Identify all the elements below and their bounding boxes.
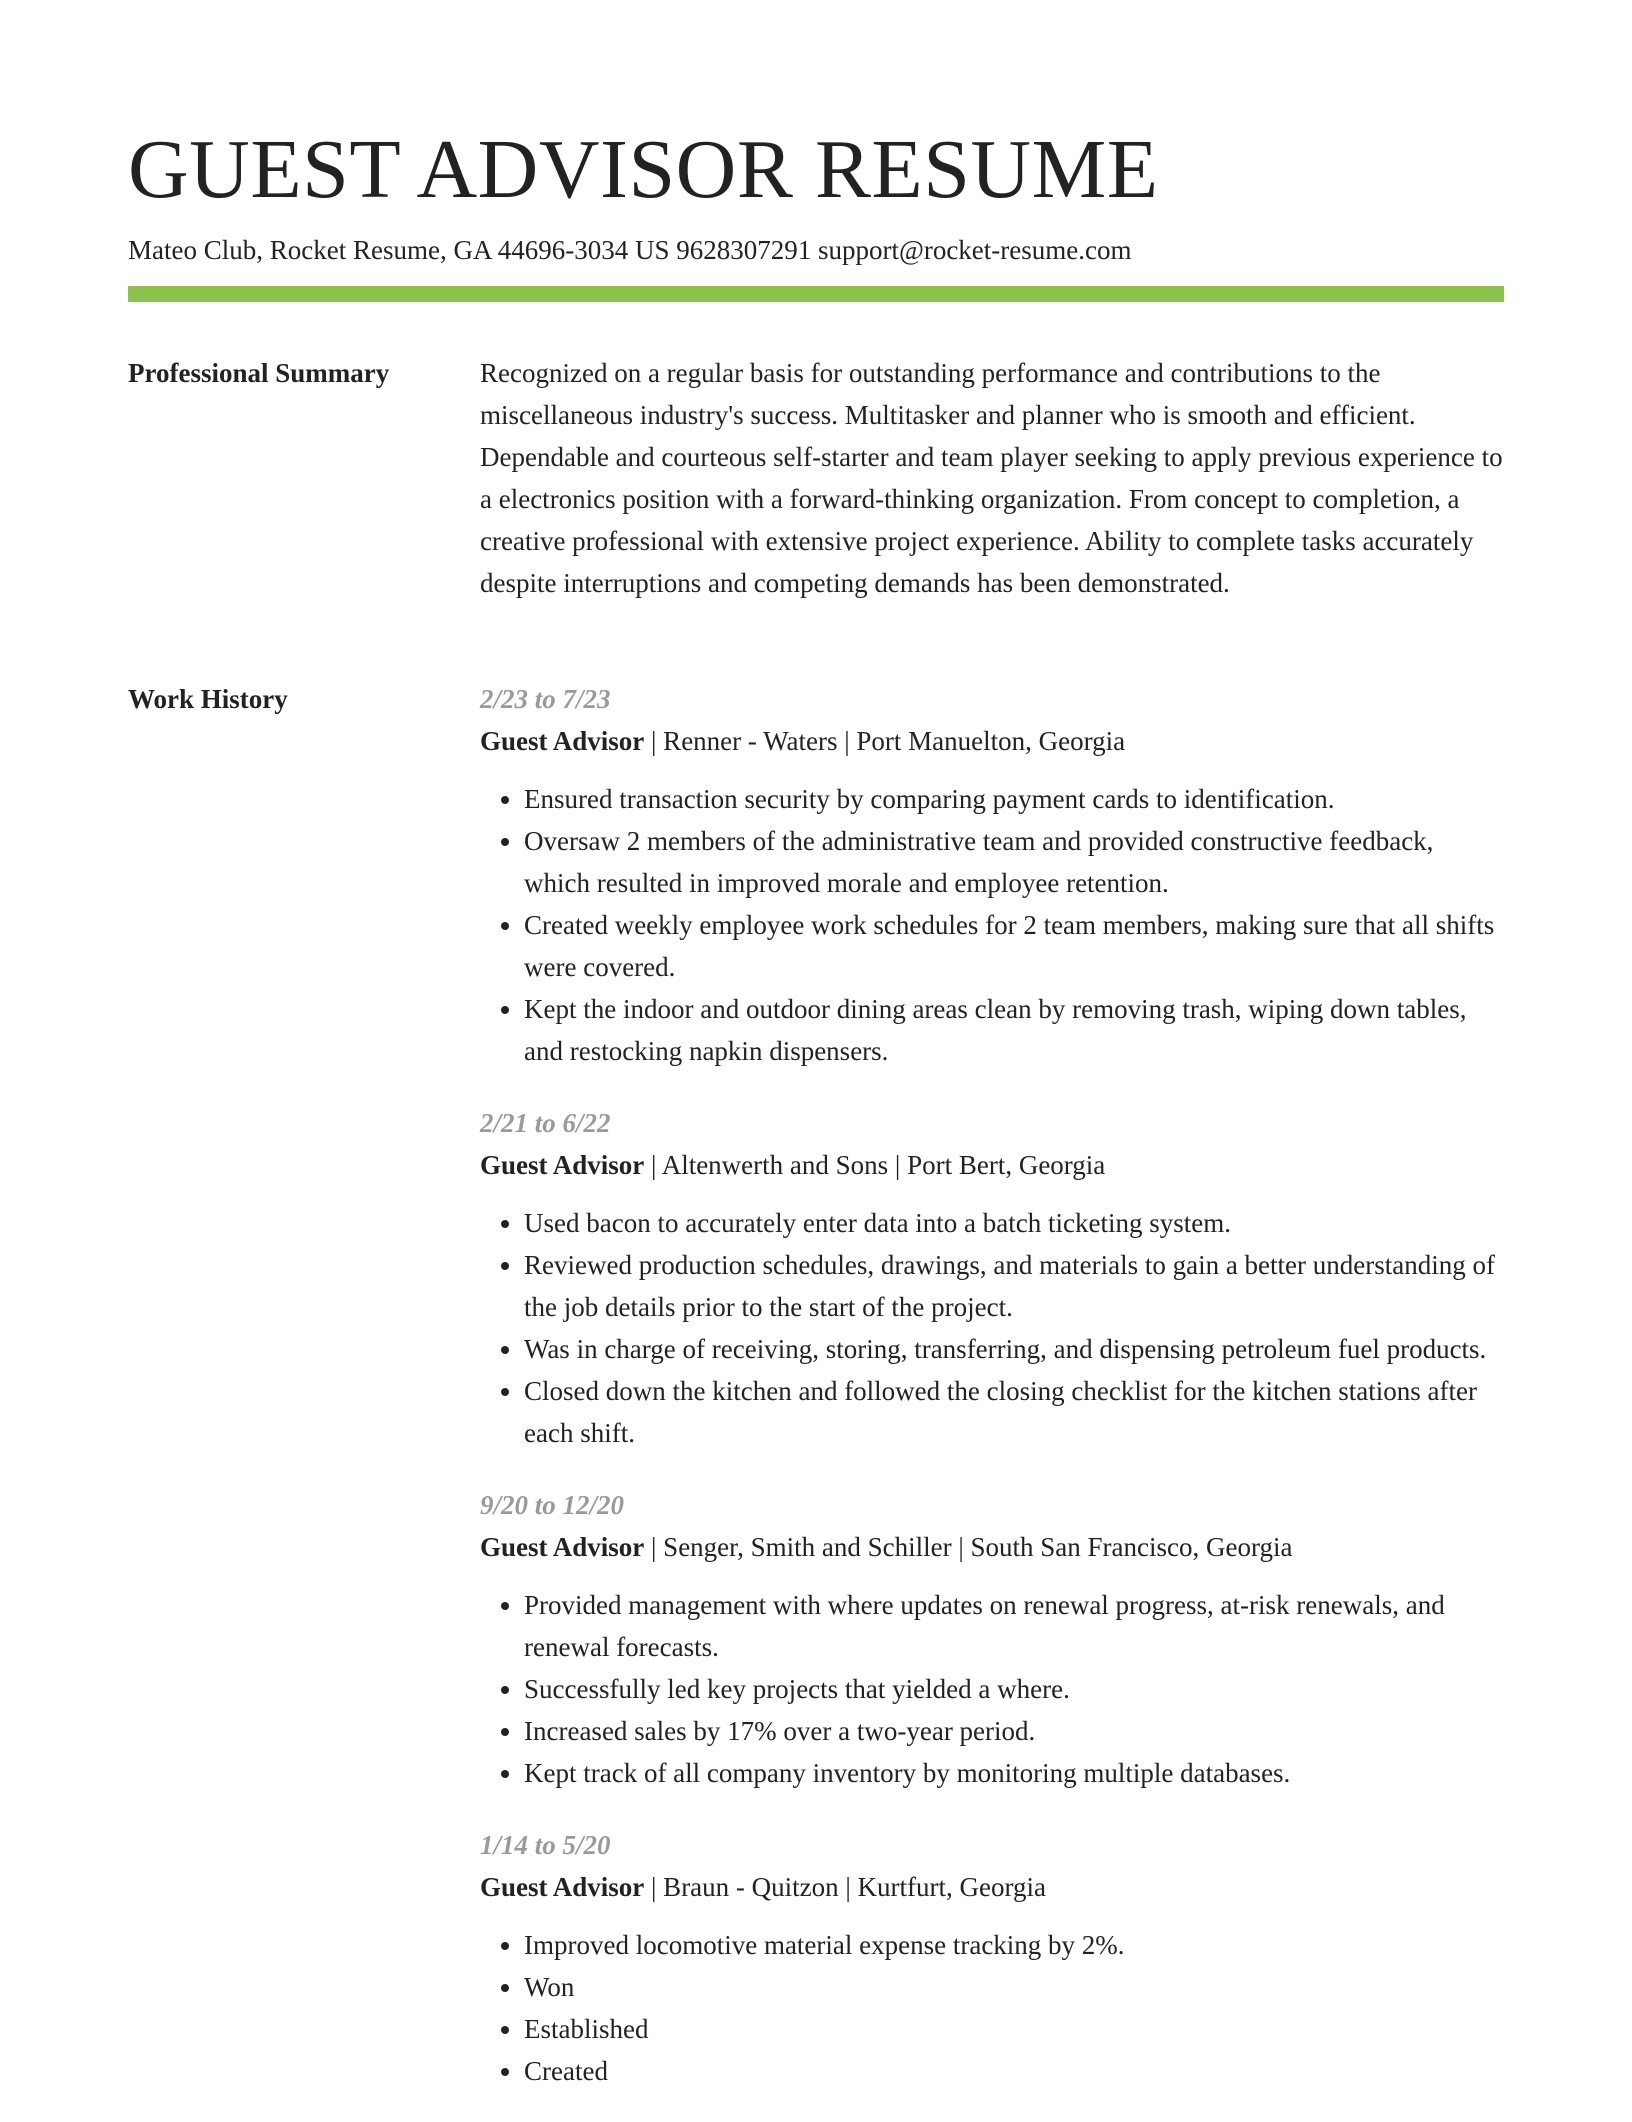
job-heading [480, 1526, 1504, 1568]
job-company-location: | Braun - Quitzon | Kurtfurt, Georgia [644, 1872, 1046, 1902]
job-bullet: • Created weekly employee work schedules for 2 team members, making sure that all shifts were covered. [524, 904, 1504, 988]
job-bullet: • Provided management with where updates on renewal progress, at-risk renewals, and renewal forecasts. [524, 1584, 1504, 1668]
job-entry [480, 1484, 1504, 1794]
job-title: Guest Advisor [480, 1150, 645, 1180]
job-bullets [480, 778, 1504, 1072]
resume-title: GUEST ADVISOR RESUME [128, 123, 1159, 216]
job-title: Guest Advisor [480, 1532, 645, 1562]
job-heading [480, 1144, 1504, 1186]
job-bullets [480, 1202, 1504, 1454]
job-bullet: • Used bacon to accurately enter data into a batch ticketing system. [524, 1202, 1504, 1244]
job-bullet: • Kept the indoor and outdoor dining areas clean by removing trash, wiping down tables, and restocking napkin dispensers. [524, 988, 1504, 1072]
job-bullet: • Created [524, 2050, 1504, 2092]
job-bullet: • Ensured transaction security by comparing payment cards to identification. [524, 778, 1504, 820]
job-entry [480, 1102, 1504, 1454]
job-heading [480, 1866, 1504, 1908]
job-bullet: • Improved locomotive material expense tracking by 2%. [524, 1924, 1504, 1966]
job-bullets [480, 1924, 1504, 2092]
job-dates: 2/23 to 7/23 [480, 684, 611, 714]
job-heading [480, 720, 1504, 762]
job-title: Guest Advisor [480, 1872, 645, 1902]
job-entry [480, 678, 1504, 1072]
work-history-list [480, 678, 1504, 2122]
job-company-location: | Senger, Smith and Schiller | South San Francisco, Georgia [644, 1532, 1293, 1562]
professional-summary-text: Recognized on a regular basis for outstanding performance and contributions to the miscellaneous industry's success. Multitasker and planner who is smooth and efficient. Dependable and courteous self-starter and team player seeking to apply previous experience to a electronics position with a forward-thinking organization. From concept to completion, a creative professional with extensive project experience. Ability to complete tasks accurately despite interruptions and competing demands has been demonstrated. [480, 358, 1503, 598]
job-title: Guest Advisor [480, 726, 645, 756]
job-bullet: • Was in charge of receiving, storing, transferring, and dispensing petroleum fuel products. [524, 1328, 1504, 1370]
job-entry [480, 1824, 1504, 2092]
job-company-location: | Renner - Waters | Port Manuelton, Georgia [644, 726, 1126, 756]
job-bullet: • Oversaw 2 members of the administrative team and provided constructive feedback, which resulted in improved morale and employee retention. [524, 820, 1504, 904]
contact-info: Mateo Club, Rocket Resume, GA 44696-3034 US 9628307291 support@rocket-resume.com [128, 235, 1132, 265]
job-bullet: • Successfully led key projects that yielded a where. [524, 1668, 1504, 1710]
job-bullet: • Increased sales by 17% over a two-year period. [524, 1710, 1504, 1752]
job-bullet: • Established [524, 2008, 1504, 2050]
job-bullet: • Kept track of all company inventory by monitoring multiple databases. [524, 1752, 1504, 1794]
job-dates: 9/20 to 12/20 [480, 1490, 625, 1520]
job-company-location: | Altenwerth and Sons | Port Bert, Georgia [644, 1150, 1106, 1180]
job-dates: 2/21 to 6/22 [480, 1108, 611, 1138]
job-dates: 1/14 to 5/20 [480, 1830, 611, 1860]
header-divider [128, 286, 1504, 302]
work-history-heading: Work History [128, 684, 288, 714]
job-bullet: • Reviewed production schedules, drawings, and materials to gain a better understanding of the job details prior to the start of the project. [524, 1244, 1504, 1328]
job-bullet: • Won [524, 1966, 1504, 2008]
job-bullets [480, 1584, 1504, 1794]
job-bullet: • Closed down the kitchen and followed the closing checklist for the kitchen stations after each shift. [524, 1370, 1504, 1454]
professional-summary-heading: Professional Summary [128, 358, 390, 388]
